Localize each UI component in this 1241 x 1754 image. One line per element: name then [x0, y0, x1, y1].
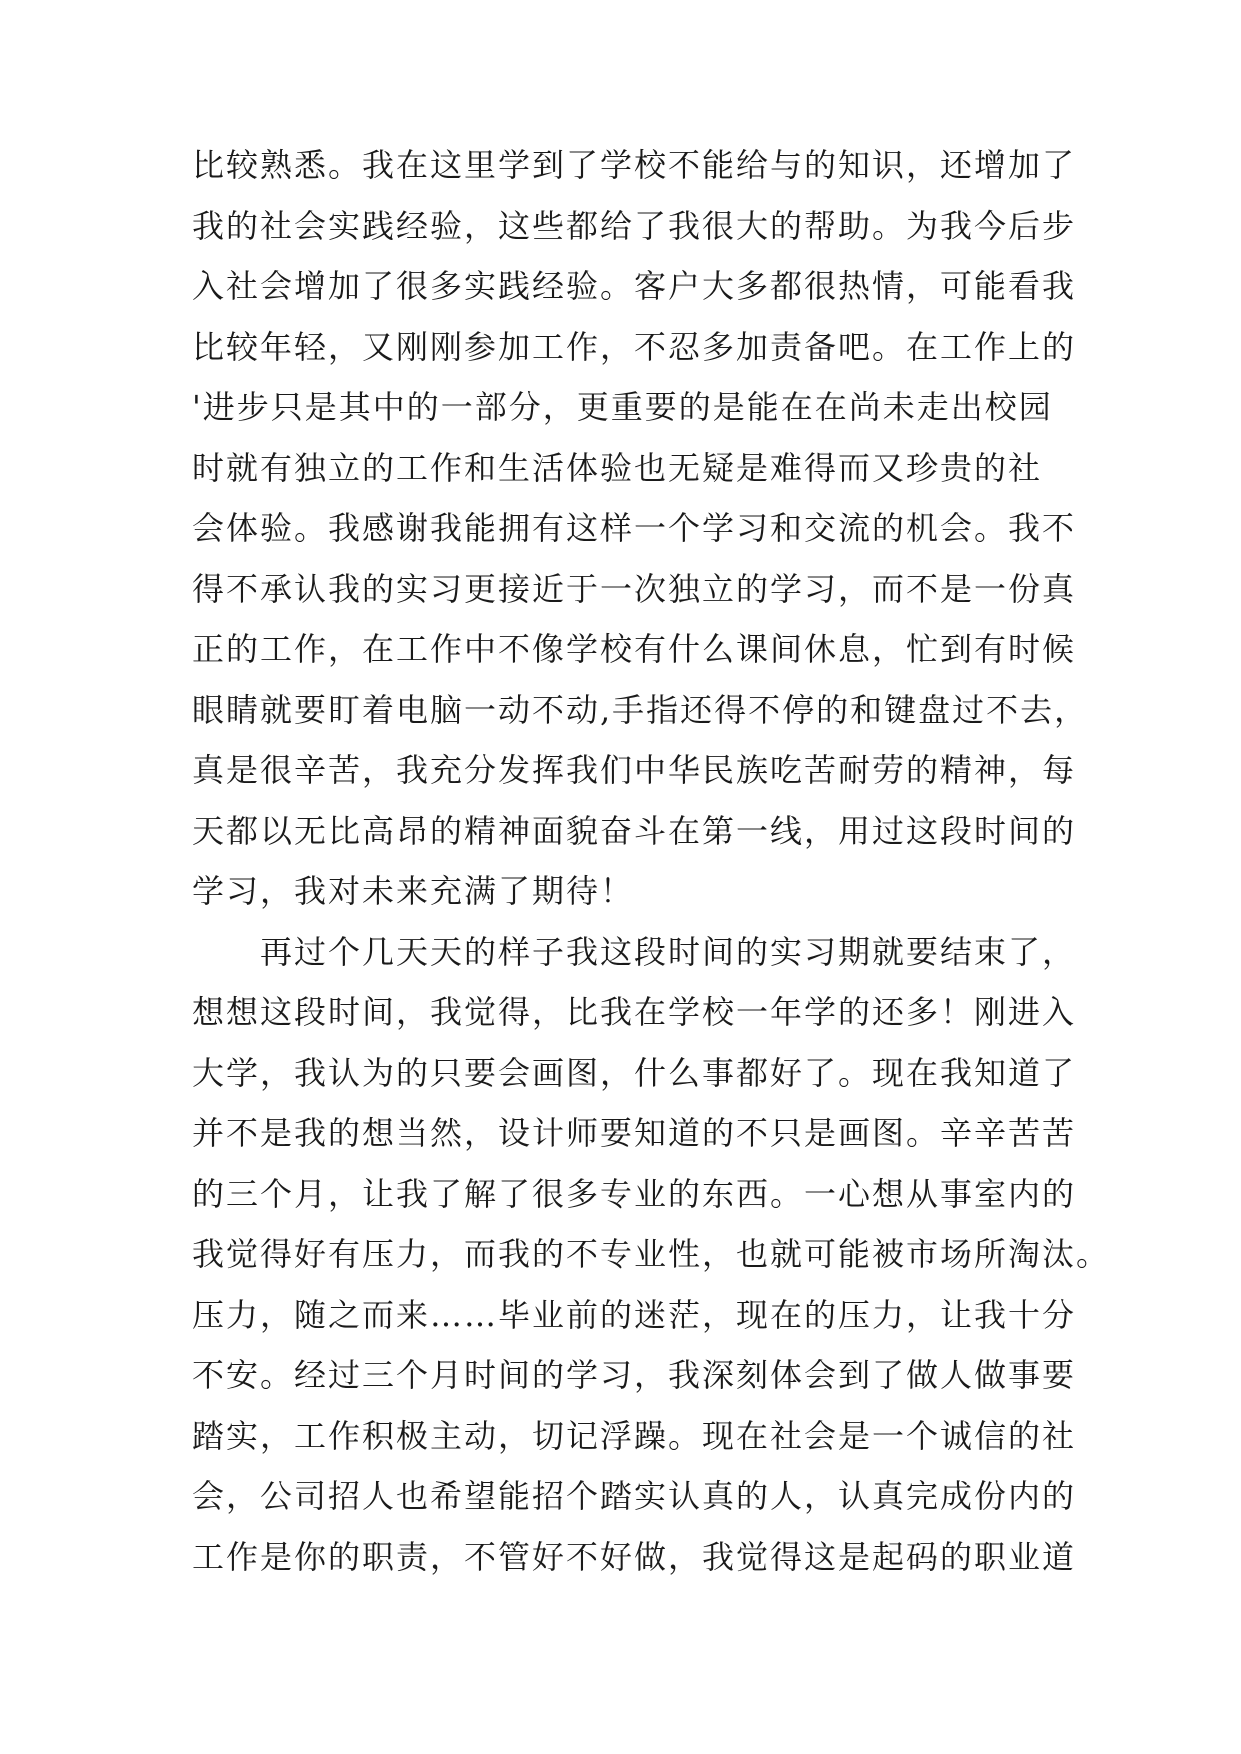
text-line: 时就有独立的工作和生活体验也无疑是难得而又珍贵的社 [192, 448, 1043, 487]
text-line: 入社会增加了很多实践经验。客户大多都很热情，可能看我 [192, 267, 1077, 305]
text-line: 工作是你的职责，不管好不好做，我觉得这是起码的职业道 [192, 1537, 1077, 1576]
paragraph-1 [192, 135, 1089, 922]
text-line: 压力，随之而来……毕业前的迷茫，现在的压力，让我十分 [192, 1295, 1077, 1334]
text-line: 学习，我对未来充满了期待！ [192, 872, 635, 910]
text-line: 再过个几天天的样子我这段时间的实习期就要结束了， [260, 932, 1077, 971]
text-line: 我的社会实践经验，这些都给了我很大的帮助。为我今后步 [192, 206, 1077, 245]
text-line: 想想这段时间，我觉得，比我在学校一年学的还多！刚进入 [192, 993, 1077, 1031]
text-line: 会，公司招人也希望能招个踏实认真的人，认真完成份内的 [192, 1477, 1077, 1515]
text-line: 真是很辛苦，我充分发挥我们中华民族吃苦耐劳的精神，每 [192, 751, 1077, 789]
text-line: 比较熟悉。我在这里学到了学校不能给与的知识，还增加了 [192, 146, 1077, 184]
text-line: 并不是我的想当然，设计师要知道的不只是画图。辛辛苦苦 [192, 1114, 1077, 1152]
text-line: 我觉得好有压力，而我的不专业性，也就可能被市场所淘汰。 [192, 1235, 1111, 1273]
text-line: 得不承认我的实习更接近于一次独立的学习，而不是一份真 [192, 569, 1077, 608]
document-body [192, 135, 1111, 1587]
text-line: 踏实，工作积极主动，切记浮躁。现在社会是一个诚信的社 [192, 1416, 1077, 1455]
text-line: 天都以无比高昂的精神面貌奋斗在第一线，用过这段时间的 [192, 811, 1077, 850]
text-line: 正的工作，在工作中不像学校有什么课间休息，忙到有时候 [192, 630, 1077, 668]
text-line: 的三个月，让我了解了很多专业的东西。一心想从事室内的 [192, 1174, 1077, 1213]
text-line: 眼睛就要盯着电脑一动不动,手指还得不停的和键盘过不去， [192, 690, 1089, 729]
text-line: 比较年轻，又刚刚参加工作，不忍多加责备吧。在工作上的 [192, 327, 1077, 366]
text-line: 大学，我认为的只要会画图，什么事都好了。现在我知道了 [192, 1053, 1077, 1092]
paragraph-2 [192, 922, 1111, 1588]
text-line: 会体验。我感谢我能拥有这样一个学习和交流的机会。我不 [192, 509, 1077, 547]
text-line: '进步只是其中的一部分，更重要的是能在在尚未走出校园 [192, 388, 1053, 426]
text-line: 不安。经过三个月时间的学习，我深刻体会到了做人做事要 [192, 1356, 1077, 1394]
